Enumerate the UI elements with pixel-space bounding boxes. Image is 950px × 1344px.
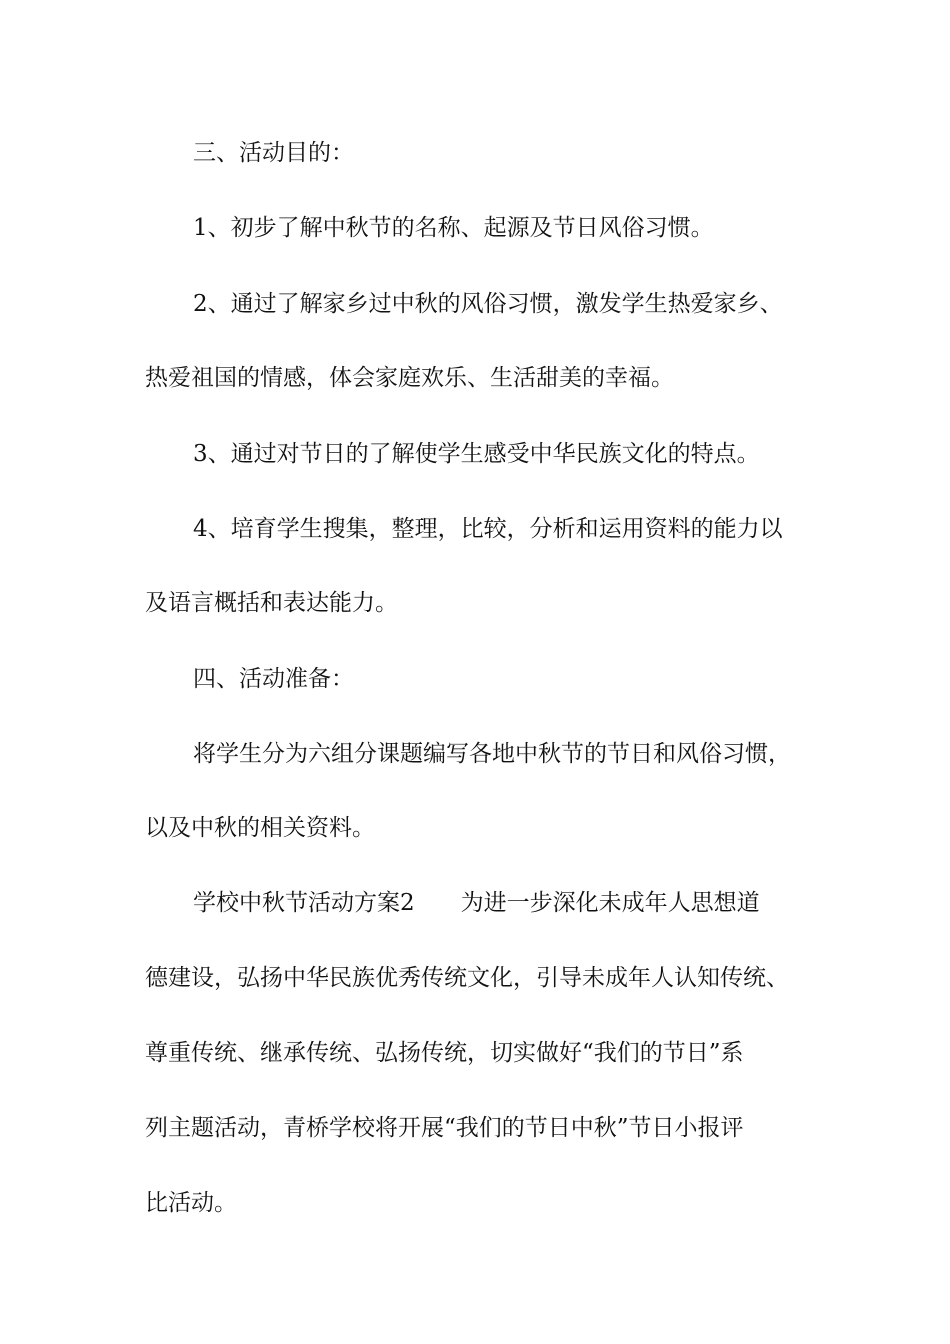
paragraph-line: 将学生分为六组分课题编写各地中秋节的节日和风俗习惯， bbox=[193, 741, 791, 767]
paragraph-line: 以及中秋的相关资料。 bbox=[145, 815, 375, 841]
paragraph-line bbox=[193, 886, 873, 920]
section-heading-4: 四、活动准备： bbox=[193, 666, 354, 692]
paragraph-line: 1、初步了解中秋节的名称、起源及节日风俗习惯。 bbox=[193, 215, 714, 241]
paragraph-line: 3、通过对节日的了解使学生感受中华民族文化的特点。 bbox=[193, 441, 760, 467]
paragraph-line: 比活动。 bbox=[145, 1190, 237, 1216]
section-heading-3: 三、活动目的： bbox=[193, 140, 354, 166]
paragraph-line: 尊重传统、继承传统、弘扬传统，切实做好“我们的节日”系 bbox=[145, 1040, 744, 1066]
paragraph-line: 热爱祖国的情感，体会家庭欢乐、生活甜美的幸福。 bbox=[145, 365, 674, 391]
paragraph-line: 2、通过了解家乡过中秋的风俗习惯，激发学生热爱家乡、 bbox=[193, 291, 783, 317]
paragraph-line: 4、培育学生搜集，整理，比较，分析和运用资料的能力以 bbox=[193, 516, 783, 542]
paragraph-text: 为进一步深化未成年人思想道 bbox=[460, 890, 760, 916]
paragraph-line: 及语言概括和表达能力。 bbox=[145, 590, 398, 616]
plan-title: 学校中秋节活动方案2 bbox=[193, 890, 415, 916]
paragraph-line: 德建设，弘扬中华民族优秀传统文化，引导未成年人认知传统、 bbox=[145, 965, 789, 991]
paragraph-line: 列主题活动，青桥学校将开展“我们的节日中秋”节日小报评 bbox=[145, 1115, 744, 1141]
